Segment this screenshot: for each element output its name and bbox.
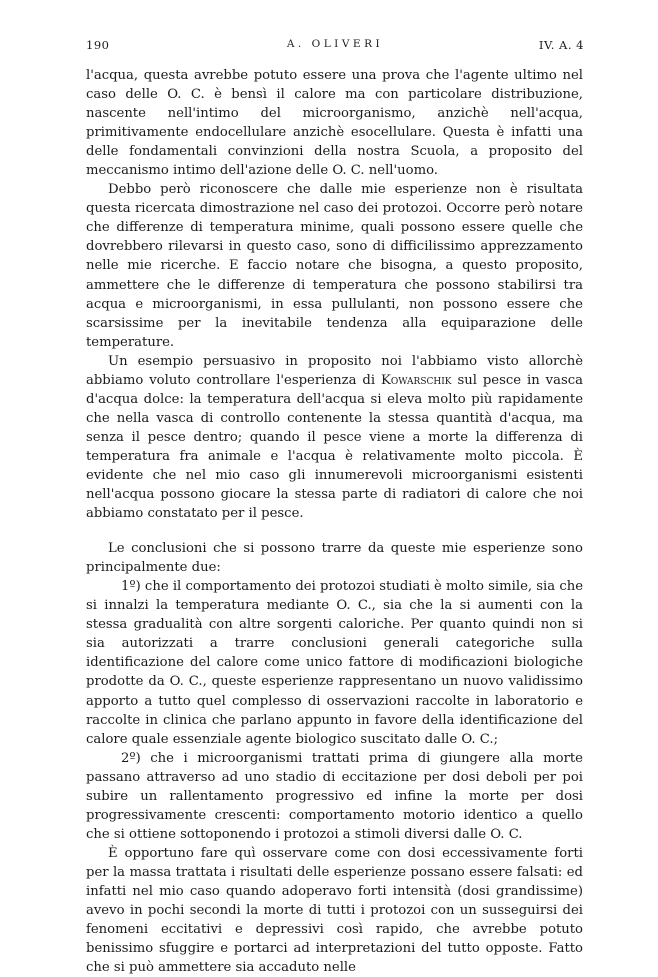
conclusions-intro: Le conclusioni che si possono trarre da queste mie esperienze sono principalmente due: [86,541,583,576]
paragraph-text: sul pesce in vasca d'acqua dolce: la temperatura dell'acqua si eleva molto più rapidamente che nella vasca di controllo contenente la stessa quantità d'acqua, ma senza il pesce dentro; quando il pesce viene a morte la differenza di temperatura fra animale e l'acqua è relativamente molto piccola. È evidente che nel mio caso gli innumerevoli microorganismi esistenti nell'acqua possono giocare la stessa parte di radiatori di calore che noi abbiamo constatato per il pesce. [86,372,583,522]
paragraph-text: Un esempio persuasivo in proposito noi l'abbiamo visto allorchè abbiamo voluto controllare l'esperienza di [86,353,583,388]
paragraph: È opportuno fare quì osservare come con dosi eccessivamente forti per la massa trattata i risultati delle esperienze possano essere falsati: ed infatti nel mio caso quando adoperavo forti intensità (dosi grandissime) avevo in pochi secondi la morte di tutti i protozoi con un susseguirsi dei fenomeni eccitativi e depressivi così rapido, che avrebbe potuto benissimo sfuggire e portarci ad interpretazioni del tutto opposte. Fatto che si può ammettere sia accaduto nelle [86,845,583,976]
page-number: 190 [86,38,110,52]
paragraph [86,352,583,523]
cited-author: Kowarschik [381,372,452,388]
running-author: A. OLIVERI [286,38,384,50]
running-header [86,38,584,56]
section-label: IV. A. 4 [538,38,584,52]
body-text [86,66,583,977]
paragraph: Debbo però riconoscere che dalle mie esperienze non è risultata questa ricercata dimostrazione nel caso dei protozoi. Occorre però notare che differenze di temperatura minime, quali possono essere quelle che dovrebbero rilevarsi in questo caso, sono di difficilissimo apprezzamento nelle mie ricerche. E faccio notare che bisogna, a questo proposito, ammettere che le differenze di temperatura che possono stabilirsi tra acqua e microorganismi, in essa pullulanti, non possono essere che scarsissime per la inevitabile tendenza alla equiparazione delle temperature. [86,182,583,350]
conclusion-item: 1º) che il comportamento dei protozoi studiati è molto simile, sia che si innalzi la temperatura mediante O. C., sia che la si aumenti con la stessa gradualità con altre sorgenti caloriche. Per quanto quindi non si sia autorizzati a trarre conclusioni generali categoriche sulla identificazione del calore come unico fattore di modificazioni biologiche prodotte da O. C., queste esperienze rappresentano un nuovo validissimo apporto a tutto quel complesso di osservazioni raccolte in laboratorio e raccolte in clinica che parlano appunto in favore della identificazione del calore quale essenziale agente biologico suscitato dalle O. C.; [86,579,583,747]
conclusion-item: 2º) che i microorganismi trattati prima di giungere alla morte passano attraverso ad uno stadio di eccitazione per dosi deboli per poi subire un rallentamento progressivo ed infine la morte per dosi progressivamente crescenti: comportamento motorio identico a quello che si ottiene sottoponendo i protozoi a stimoli diversi dalle O. C. [86,750,583,842]
paragraph-continuation: l'acqua, questa avrebbe potuto essere una prova che l'agente ultimo nel caso delle O. C. è bensì il calore ma con particolare distribuzione, nascente nell'intimo del microorganismo, anzichè nell'acqua, primitivamente endocellulare anzichè esocellulare. Questa è infatti una delle fondamentali convinzioni della nostra Scuola, a proposito del meccanismo intimo dell'azione delle O. C. nell'uomo. [86,68,583,179]
